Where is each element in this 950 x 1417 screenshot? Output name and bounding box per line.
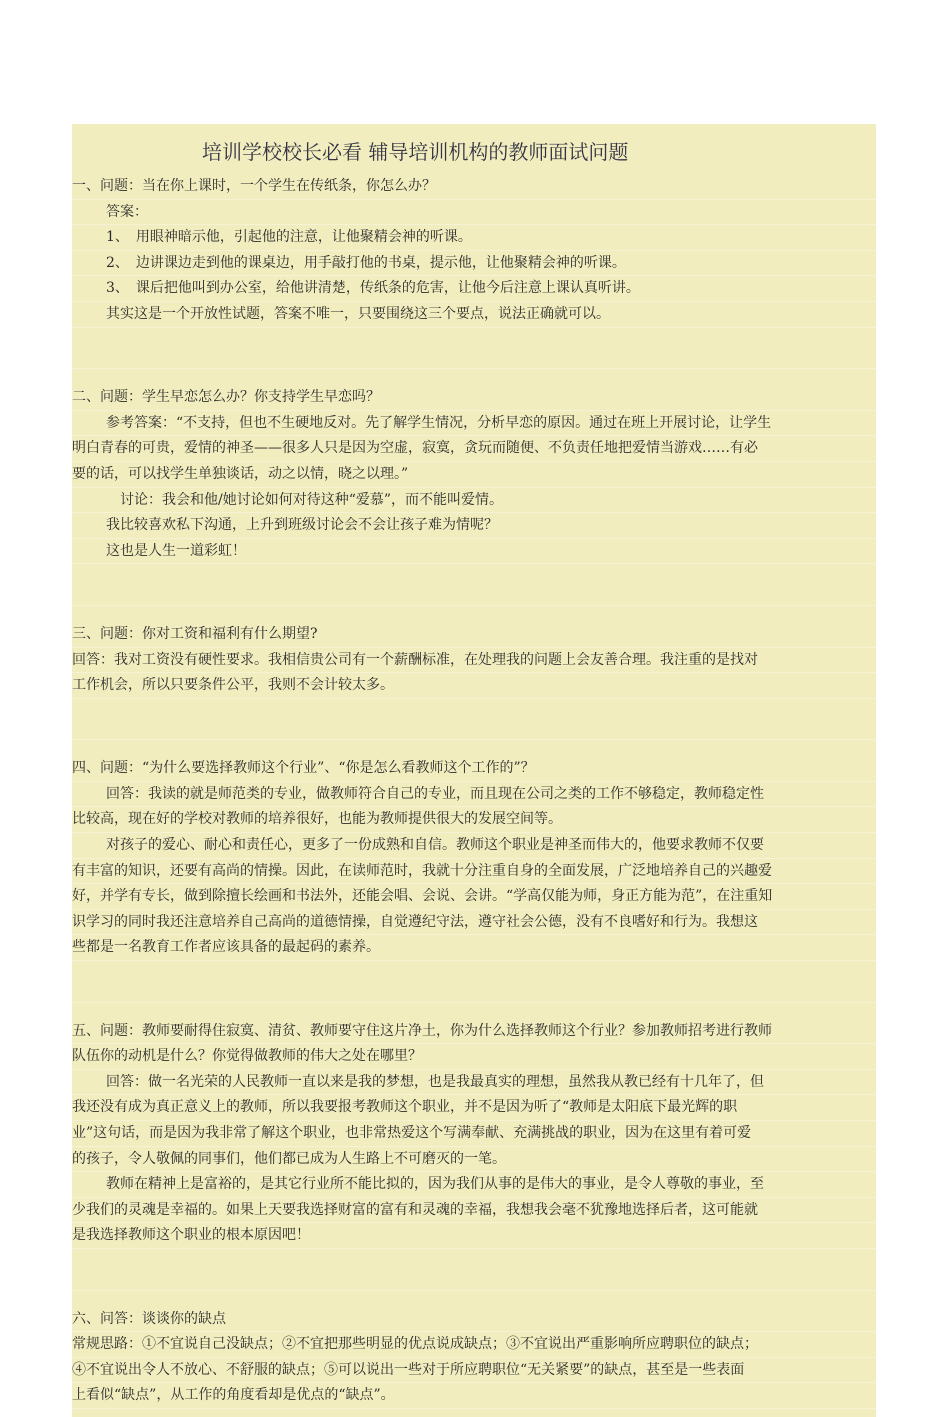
text-line: 讨论：我会和他/她讨论如何对待这种“爱慕”，而不能叫爱情。 [72,488,876,514]
text-line: 好，并学有专长，做到除擅长绘画和书法外，还能会唱、会说、会讲。“学高仅能为师，身正方能为范”，在注重知 [72,884,876,910]
text-line: 要的话，可以找学生单独谈话，动之以情，晓之以理。” [72,462,876,488]
text-line: 六、问答：谈谈你的缺点 [72,1307,876,1333]
text-line: 四、问题：“为什么要选择教师这个行业”、“你是怎么看教师这个工作的”？ [72,756,876,782]
text-line: 队伍你的动机是什么？你觉得做教师的伟大之处在哪里？ [72,1044,876,1070]
text-line: ④不宜说出令人不放心、不舒服的缺点；⑤可以说出一些对于所应聘职位“无关紧要”的缺点，甚至是一些表面 [72,1358,876,1384]
text-line: 对孩子的爱心、耐心和责任心，更多了一份成熟和自信。教师这个职业是神圣而伟大的，他要求教师不仅要 [72,833,876,859]
text-line: 二、问题：学生早恋怎么办？你支持学生早恋吗？ [72,385,876,411]
document-title: 培训学校校长必看 辅导培训机构的教师面试问题 [202,140,629,164]
text-line: 其实这是一个开放性试题，答案不唯一，只要围绕这三个要点，说法正确就可以。 [72,302,876,328]
text-line: 参考答案：“不支持，但也不生硬地反对。先了解学生情况，分析早恋的原因。通过在班上开展讨论，让学生 [72,411,876,437]
text-line: 上看似“缺点”，从工作的角度看却是优点的“缺点”。 [72,1383,876,1409]
blank-line [72,580,876,606]
text-line: 回答：做一名光荣的人民教师一直以来是我的梦想，也是我最真实的理想，虽然我从教已经有十几年了，但 [72,1070,876,1096]
text-line: 我还没有成为真正意义上的教师，所以我要报考教师这个职业，并不是因为听了“教师是太阳底下最光辉的职 [72,1095,876,1121]
text-line: 一、问题：当在你上课时，一个学生在传纸条，你怎么办？ [72,174,876,200]
blank-line [72,977,876,1003]
text-line: 识学习的同时我还注意培养自己高尚的道德情操，自觉遵纪守法，遵守社会公德，没有不良嗜好和行为。我想这 [72,910,876,936]
text-line: 答案： [72,200,876,226]
text-line: 五、问题：教师要耐得住寂寞、清贫、教师要守住这片净土，你为什么选择教师这个行业？参加教师招考进行教师 [72,1019,876,1045]
document-body [72,174,876,1409]
text-line: 三、问题：你对工资和福利有什么期望? [72,622,876,648]
text-line: 2、 边讲课边走到他的课桌边，用手敲打他的书桌，提示他，让他聚精会神的听课。 [72,251,876,277]
blank-line [72,715,876,741]
text-line: 少我们的灵魂是幸福的。如果上天要我选择财富的富有和灵魂的幸福，我想我会毫不犹豫地选择后者，这可能就 [72,1198,876,1224]
text-line: 比较高，现在好的学校对教师的培养很好，也能为教师提供很大的发展空间等。 [72,807,876,833]
text-line: 些都是一名教育工作者应该具备的最起码的素养。 [72,935,876,961]
text-line: 常规思路：①不宜说自己没缺点；②不宜把那些明显的优点说成缺点；③不宜说出严重影响所应聘职位的缺点； [72,1332,876,1358]
document-page [72,124,876,1417]
text-line: 教师在精神上是富裕的，是其它行业所不能比拟的，因为我们从事的是伟大的事业，是令人尊敬的事业，至 [72,1172,876,1198]
blank-line [72,344,876,370]
text-line: 3、 课后把他叫到办公室，给他讲清楚，传纸条的危害，让他今后注意上课认真听讲。 [72,276,876,302]
text-line: 的孩子，令人敬佩的同事们，他们都已成为人生路上不可磨灭的一笔。 [72,1147,876,1173]
text-line: 回答：我对工资没有硬性要求。我相信贵公司有一个薪酬标准，在处理我的问题上会友善合理。我注重的是找对 [72,648,876,674]
text-line: 1、 用眼神暗示他，引起他的注意，让他聚精会神的听课。 [72,225,876,251]
text-line: 回答：我读的就是师范类的专业，做教师符合自己的专业，而且现在公司之类的工作不够稳定，教师稳定性 [72,782,876,808]
text-line: 我比较喜欢私下沟通，上升到班级讨论会不会让孩子难为情呢？ [72,513,876,539]
text-line: 这也是人生一道彩虹！ [72,539,876,565]
text-line: 工作机会，所以只要条件公平，我则不会计较太多。 [72,673,876,699]
blank-line [72,1265,876,1291]
text-line: 有丰富的知识，还要有高尚的情操。因此，在读师范时，我就十分注重自身的全面发展，广泛地培养自己的兴趣爱 [72,859,876,885]
text-line: 明白青春的可贵，爱情的神圣——很多人只是因为空虚，寂寞，贪玩而随便、不负责任地把爱情当游戏……有必 [72,436,876,462]
text-line: 是我选择教师这个职业的根本原因吧！ [72,1223,876,1249]
text-line: 业”这句话，而是因为我非常了解这个职业，也非常热爱这个写满奉献、充满挑战的职业，因为在这里有着可爱 [72,1121,876,1147]
